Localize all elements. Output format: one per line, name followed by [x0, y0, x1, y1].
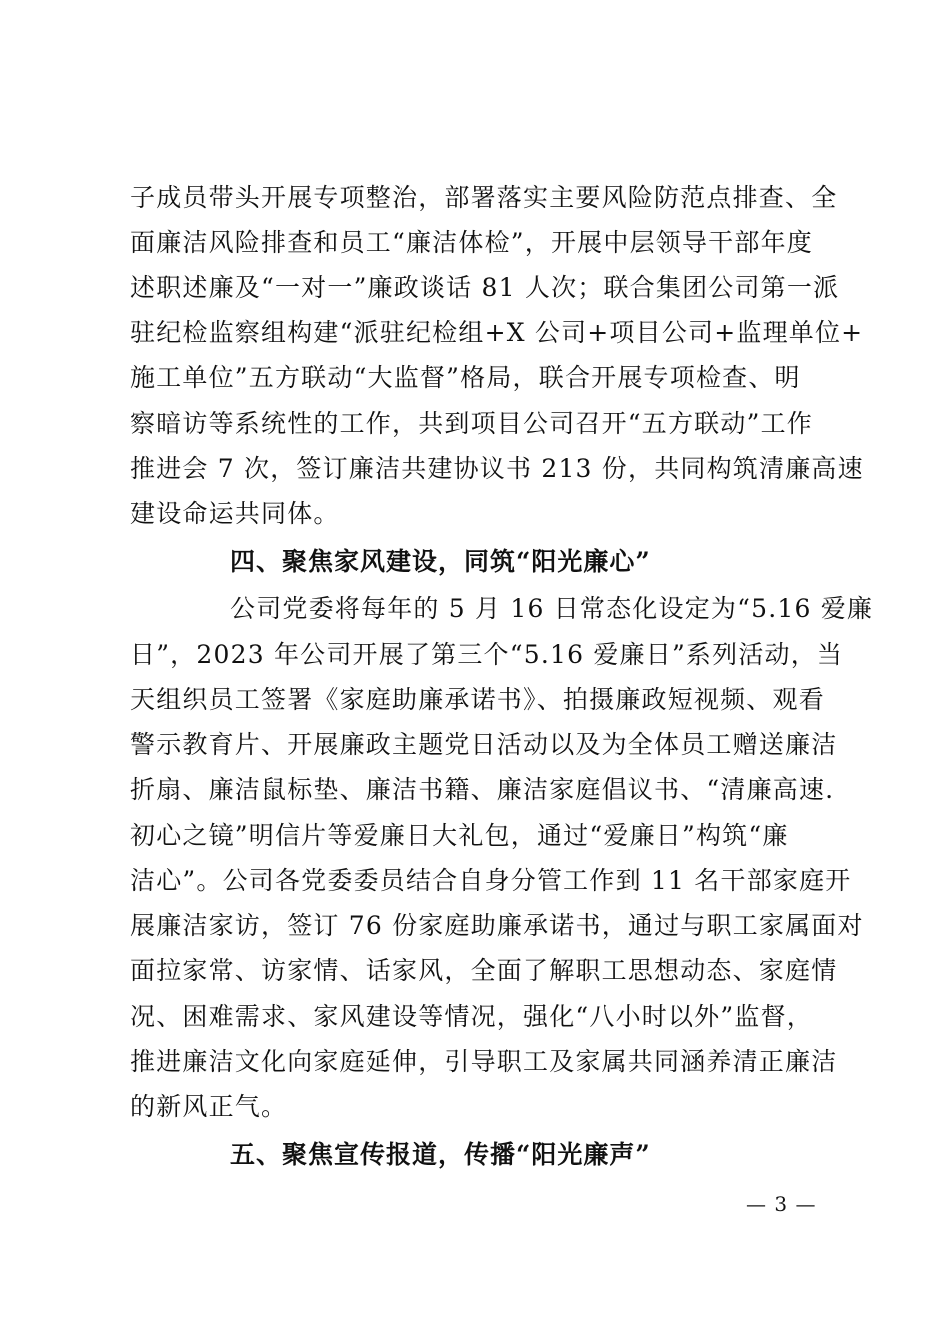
body-text-line: 展廉洁家访，签订 76 份家庭助廉承诺书，通过与职工家属面对 — [130, 911, 864, 940]
body-text-line: 述职述廉及“一对一”廉政谈话 81 人次；联合集团公司第一派 — [130, 273, 840, 302]
body-text-line: 推进会 7 次，签订廉洁共建协议书 213 份，共同构筑清廉高速 — [130, 454, 864, 483]
section-heading-5: 五、聚焦宣传报道，传播“阳光廉声” — [230, 1140, 651, 1169]
body-text-line: 警示教育片、开展廉政主题党日活动以及为全体员工赠送廉洁 — [130, 730, 838, 759]
body-text-line: 面廉洁风险排查和员工“廉洁体检”，开展中层领导干部年度 — [130, 228, 813, 257]
body-text-line: 况、困难需求、家风建设等情况，强化“八小时以外”监督， — [130, 1002, 813, 1031]
body-text-line: 天组织员工签署《家庭助廉承诺书》、拍摄廉政短视频、观看 — [130, 685, 825, 714]
body-text-line: 日”，2023 年公司开展了第三个“5.16 爱廉日”系列活动，当 — [130, 640, 844, 669]
body-text-line: 公司党委将每年的 5 月 16 日常态化设定为“5.16 爱廉 — [230, 594, 874, 623]
section-heading-4: 四、聚焦家风建设，同筑“阳光廉心” — [230, 547, 651, 576]
page-number: — 3 — — [746, 1192, 817, 1216]
body-text-line: 洁心”。公司各党委委员结合自身分管工作到 11 名干部家庭开 — [130, 866, 852, 895]
body-text-line: 推进廉洁文化向家庭延伸，引导职工及家属共同涵养清正廉洁 — [130, 1047, 838, 1076]
body-text-line: 折扇、廉洁鼠标垫、廉洁书籍、廉洁家庭倡议书、“清廉高速. — [130, 775, 835, 804]
body-text-line: 施工单位”五方联动“大监督”格局，联合开展专项检查、明 — [130, 363, 801, 392]
body-text-line: 的新风正气。 — [130, 1092, 288, 1121]
body-text-line: 建设命运共同体。 — [130, 499, 340, 528]
body-text-line: 驻纪检监察组构建“派驻纪检组+X 公司+项目公司+监理单位+ — [130, 318, 864, 347]
body-text-line: 面拉家常、访家情、话家风，全面了解职工思想动态、家庭情 — [130, 956, 838, 985]
body-text-line: 初心之镜”明信片等爱廉日大礼包，通过“爱廉日”构筑“廉 — [130, 821, 789, 850]
body-text-line: 察暗访等系统性的工作，共到项目公司召开“五方联动”工作 — [130, 409, 813, 438]
body-text-line: 子成员带头开展专项整治，部署落实主要风险防范点排查、全 — [130, 183, 838, 212]
